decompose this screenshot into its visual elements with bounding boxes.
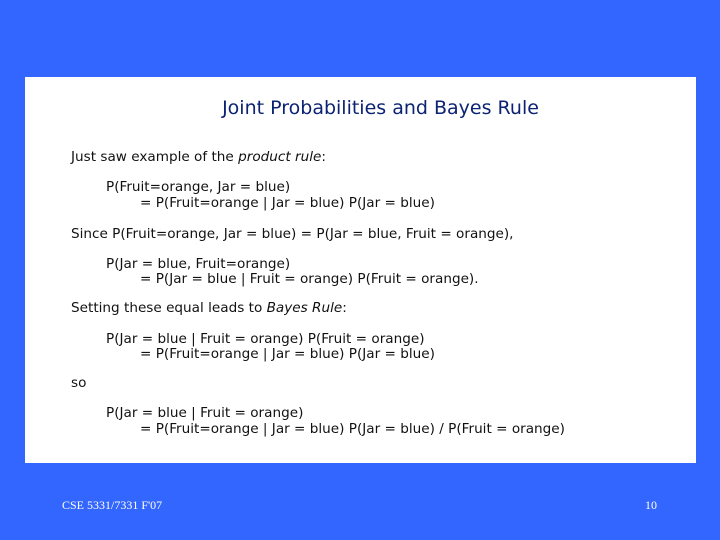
text-segment: :: [321, 149, 326, 165]
emphasis-bayes-rule: Bayes Rule: [266, 300, 343, 316]
product-rule-intro: [71, 149, 326, 165]
slide-title: Joint Probabilities and Bayes Rule: [222, 97, 539, 119]
text-segment: :: [342, 300, 347, 316]
slide-panel: [25, 77, 696, 463]
equation-line: = P(Jar = blue | Fruit = orange) P(Fruit = orange).: [140, 271, 479, 287]
equation-line: P(Jar = blue, Fruit=orange): [106, 256, 291, 272]
emphasis-product-rule: product rule: [238, 149, 322, 165]
text-segment: Setting these equal leads to: [71, 300, 267, 316]
equation-line: P(Jar = blue | Fruit = orange) P(Fruit = orange): [106, 331, 425, 347]
footer-course: CSE 5331/7331 F'07: [62, 498, 163, 512]
statement-line: Since P(Fruit=orange, Jar = blue) = P(Jar = blue, Fruit = orange),: [71, 226, 514, 242]
equation-line: P(Fruit=orange, Jar = blue): [106, 179, 291, 195]
equation-line: = P(Fruit=orange | Jar = blue) P(Jar = blue): [140, 346, 435, 362]
so-line: so: [71, 375, 87, 391]
equation-line: = P(Fruit=orange | Jar = blue) P(Jar = blue): [140, 195, 435, 211]
equation-line: P(Jar = blue | Fruit = orange): [106, 405, 304, 421]
text-segment: Just saw example of the: [71, 149, 239, 165]
bayes-rule-intro: [71, 300, 347, 316]
equation-line: = P(Fruit=orange | Jar = blue) P(Jar = blue) / P(Fruit = orange): [140, 421, 565, 437]
footer-page-number: 10: [645, 498, 657, 512]
